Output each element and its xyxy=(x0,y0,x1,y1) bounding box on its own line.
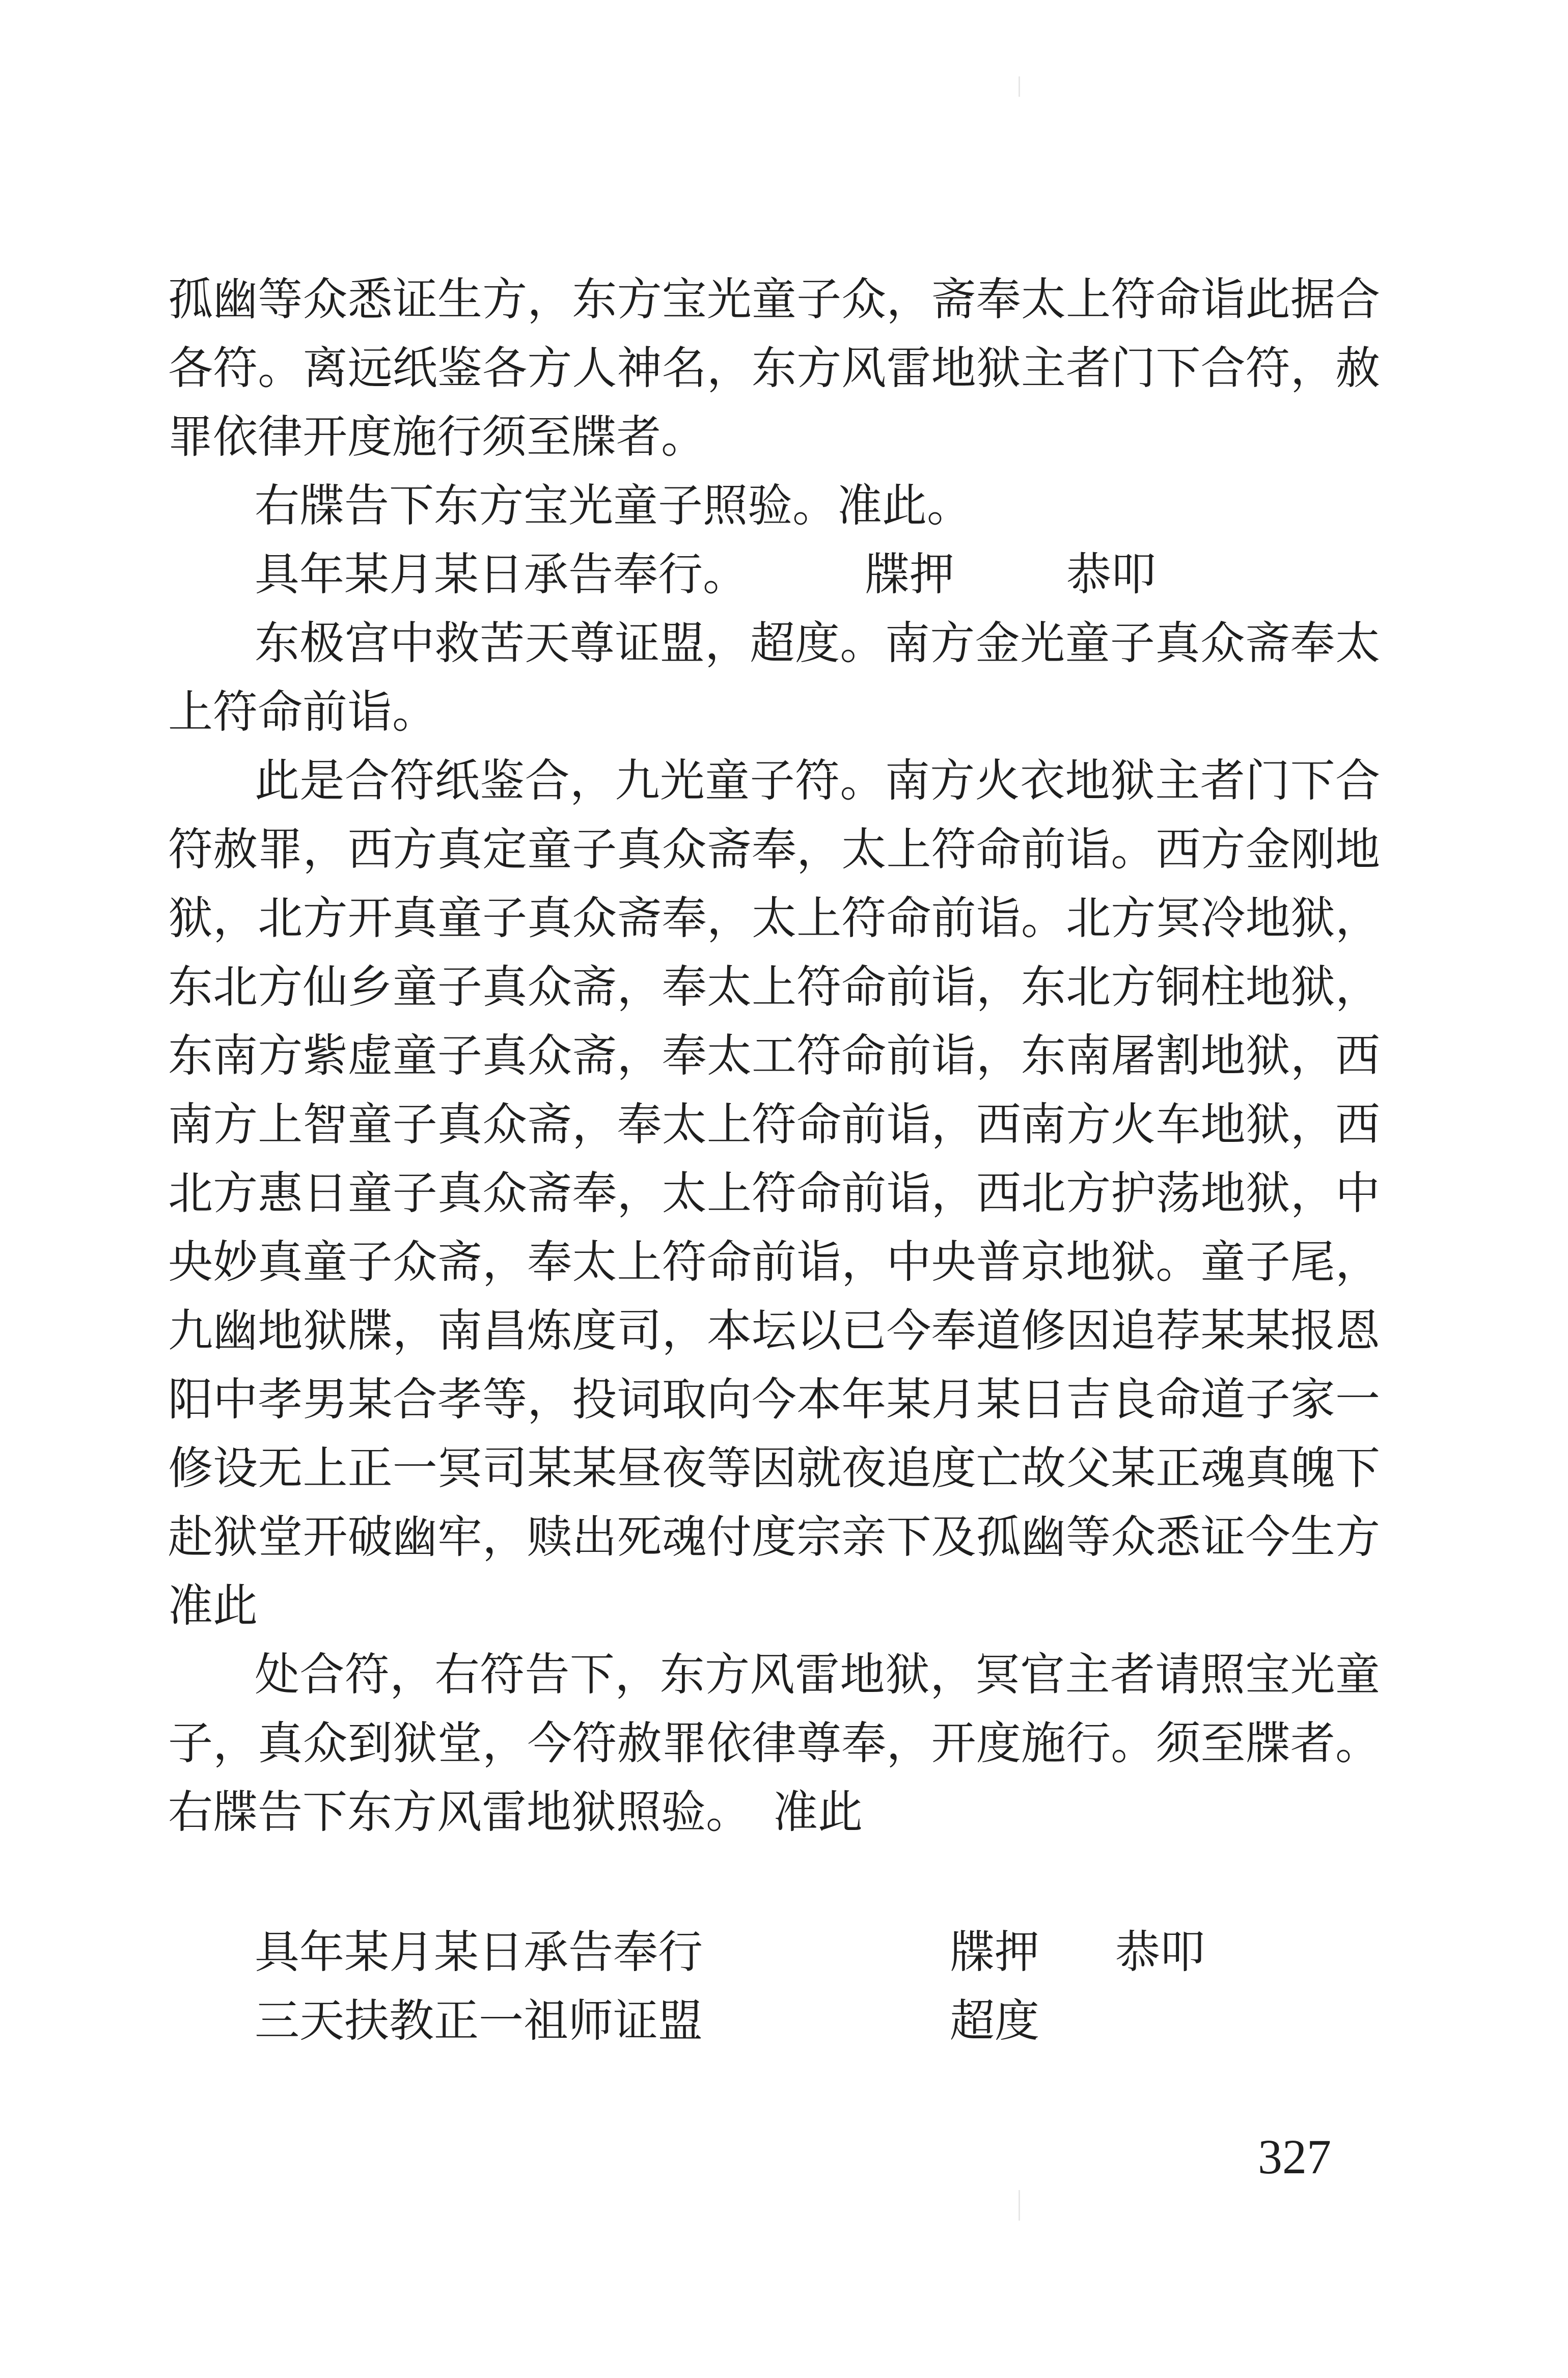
signature-seal-text: 牒押 xyxy=(950,1926,1040,1978)
signature-witness-text: 三天扶教正一祖师证盟 xyxy=(255,1994,703,2047)
signature-bow-text: 恭叩 xyxy=(1066,548,1157,600)
page-number: 327 xyxy=(1258,2129,1331,2184)
page-body-text xyxy=(168,265,1380,2055)
section-spacer xyxy=(168,1846,1380,1918)
paragraph-talisman-list: 此是合符纸鉴合，九光童子符。南方火衣地狱主者门下合符赦罪，西方真定童子真众斋奉，太上符命前诣。西方金刚地狱，北方开真童子真众斋奉，太上符命前诣。北方冥冷地狱，东北方仙乡童子真众斋，奉太上符命前诣，东北方铜柱地狱，东南方紫虚童子真众斋，奉太工符命前诣，东南屠割地狱，西南方上智童子真众斋，奉太上符命前诣，西南方火车地狱，西北方惠日童子真众斋奉，太上符命前诣，西北方护荡地狱，中央妙真童子众斋，奉太上符命前诣，中央普京地狱。童子尾，九幽地狱牒，南昌炼度司，本坛以已今奉道修因追荐某某报恩阳中孝男某合孝等，投词取向今本年某月某日吉良命道子家一修设无上正一冥司某某昼夜等因就夜追度亡故父某正魂真魄下赴狱堂开破幽牢，赎出死魂付度宗亲下及孤幽等众悉证今生方准此 xyxy=(168,754,1380,1632)
scan-speck xyxy=(1019,76,1020,97)
signature-date-text: 具年某月某日承告奉行。 xyxy=(255,548,748,600)
signature-line-2 xyxy=(168,1918,1380,1986)
paragraph-east-palace: 东极宫中救苦天尊证盟，超度。南方金光童子真众斋奉太上符命前诣。 xyxy=(168,617,1380,738)
paragraph-notice: 右牒告下东方宝光童子照验。准此。 xyxy=(255,479,972,532)
signature-salvation-text: 超度 xyxy=(950,1994,1040,2047)
signature-line-3 xyxy=(168,1986,1380,2055)
signature-block xyxy=(168,1918,1380,2055)
signature-line-1 xyxy=(168,540,1380,609)
paragraph-closing: 处合符，右符告下，东方风雷地狱，冥官主者请照宝光童子，真众到狱堂，今符赦罪依律尊奉，开度施行。须至牒者。右牒告下东方风雷地狱照验。 准此 xyxy=(168,1648,1380,1838)
signature-date-text: 具年某月某日承告奉行 xyxy=(255,1926,703,1978)
scan-speck xyxy=(1019,2190,1020,2221)
paragraph-continuation: 孤幽等众悉证生方，东方宝光童子众，斋奉太上符命诣此据合各符。离远纸鉴各方人神名，东方风雷地狱主者门下合符，赦罪依律开度施行须至牒者。 xyxy=(168,273,1380,463)
signature-seal-text: 牒押 xyxy=(865,548,955,600)
signature-bow-text: 恭叩 xyxy=(1115,1926,1205,1978)
